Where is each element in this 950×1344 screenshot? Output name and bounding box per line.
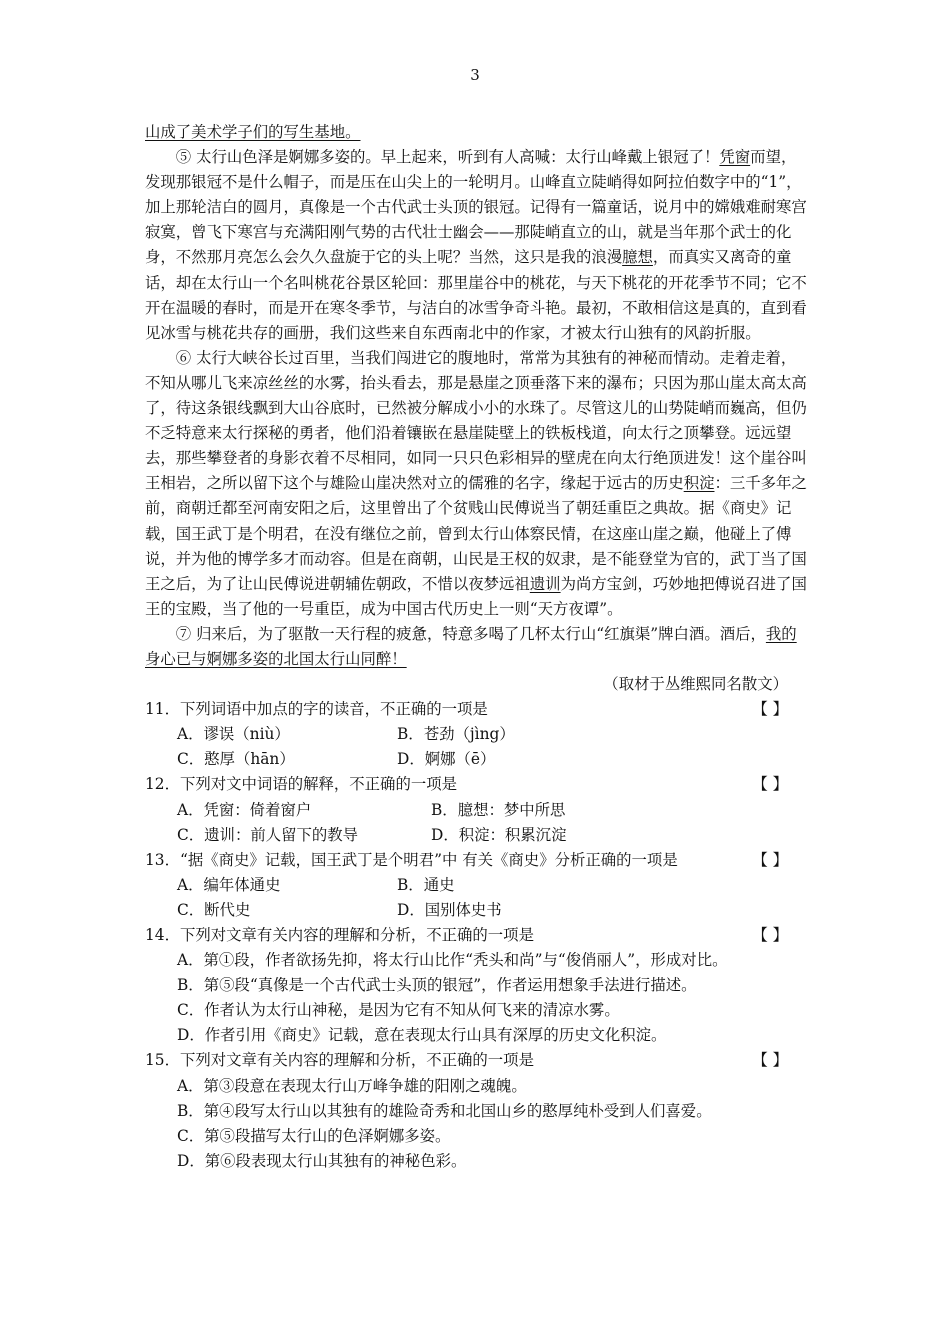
option-d: D．第⑥段表现太行山其独有的神秘色彩。 (177, 1151, 467, 1170)
option-b: B．第④段写太行山以其独有的雄险奇秀和北国山乡的憨厚纯朴受到人们喜爱。 (177, 1101, 712, 1120)
document-body (145, 120, 808, 1174)
p5-text-c: ，而真实又离奇的童话，却在太行山一个名叫桃花谷景区轮回：那里崖谷中的桃花，与天下桃花的开花季节不同；它不开在温暖的春时，而是开在寒冬季节，与洁白的冰雪争奇斗艳。最初，不敢相信这是真的，直到看见冰雪与桃花共存的画册，我们这些来自东西南北中的作家，才被太行山独有的风韵折服。 (145, 248, 807, 342)
answer-bracket: 【 】 (752, 850, 788, 869)
option-c: C．断代史 (177, 900, 251, 919)
p5-text-b: 而望，发现那银冠不是什么帽子，而是压在山尖上的一轮明月。山峰直立陡峭得如阿拉伯数字中的“1”，加上那轮洁白的圆月，真像是一个古代武士头顶的银冠。记得有一篇童话，说月中的嫦娥难耐寒宫寂寞，曾飞下寒宫与充满阳刚气势的古代壮士幽会——那陡峭直立的山，就是当年那个武士的化身，不然那月亮怎么会久久盘旋于它的头上呢？当然，这只是我的浪漫 (145, 148, 807, 267)
answer-bracket: 【 】 (752, 700, 788, 719)
option-a: A．第①段，作者欲扬先抑，将太行山比作“秃头和尚”与“俊俏丽人”，形成对比。 (177, 951, 728, 970)
option-c: C．作者认为太行山神秘，是因为它有不知从何飞来的清凉水雾。 (177, 1001, 620, 1020)
option-c: C．第⑤段描写太行山的色泽婀娜多姿。 (177, 1126, 451, 1145)
question-stem: 11．下列词语中加点的字的读音，不正确的一项是 (145, 700, 488, 719)
p7-text-a: ⑦ 归来后，为了驱散一天行程的疲惫，特意多喝了几杯太行山“红旗渠”牌白酒。酒后， (175, 624, 766, 643)
underlined-sentence-final: 我的身心已与婀娜多姿的北国太行山同醉！ (145, 624, 797, 668)
answer-bracket: 【 】 (752, 1051, 788, 1070)
p6-text-a: ⑥ 太行大峡谷长过百里，当我们闯进它的腹地时，常常为其独有的神秘而情动。走着走着，不知从哪儿飞来凉丝丝的水雾，抬头看去，那是悬崖之顶垂落下来的瀑布；只因为那山崖太高太高了，待这条银线飘到大山谷底时，已然被分解成小小的水珠了。尽管这儿的山势陡峭而巍高，但仍不乏特意来太行探秘的勇者，他们沿着镶嵌在悬崖陡壁上的铁板栈道，向太行之顶攀登。远远望去，那些攀登者的身影衣着不尽相同，如同一只只色彩相异的壁虎在向太行绝顶进发！这个崖谷叫王相岩，之所以留下这个与雄险山崖决然对立的儒雅的名字，缘起于远古的历史 (145, 348, 807, 493)
option-b: B．第⑤段“真像是一个古代武士头顶的银冠”，作者运用想象手法进行描述。 (177, 976, 697, 995)
options-row (145, 898, 808, 923)
paragraph-5 (145, 145, 808, 346)
underlined-word-pingchuang: 凭窗 (719, 148, 751, 167)
option-b: B．通史 (397, 875, 455, 894)
paragraph-4-tail (145, 120, 808, 145)
page-number: 3 (470, 66, 480, 84)
options-row (145, 873, 808, 898)
question-stem: 12．下列对文中词语的解释，不正确的一项是 (145, 775, 458, 794)
p5-text-a: ⑤ 太行山色泽是婀娜多姿的。早上起来，听到有人高喊：太行山峰戴上银冠了！ (175, 148, 720, 167)
question-15 (145, 1048, 808, 1073)
underlined-sentence: 山成了美术学子们的写生基地。 (145, 123, 361, 141)
option-b: B．臆想：梦中所思 (431, 800, 566, 819)
option-a: A．第③段意在表现太行山万峰争雄的阳刚之魂魄。 (177, 1076, 527, 1095)
source-note: （取材于丛维熙同名散文） (603, 675, 788, 694)
underlined-word-yixun: 遗训 (529, 574, 561, 593)
options-row (145, 747, 808, 772)
question-12 (145, 772, 808, 797)
options-row (145, 798, 808, 823)
option-c: C．遗训：前人留下的教导 (177, 825, 359, 844)
option-c: C．憨厚（hān） (177, 750, 295, 769)
question-stem: 15．下列对文章有关内容的理解和分析，不正确的一项是 (145, 1051, 534, 1070)
option-d: D．作者引用《商史》记载，意在表现太行山具有深厚的历史文化积淀。 (177, 1026, 667, 1045)
question-stem: 13．“据《商史》记载，国王武丁是个明君”中 有关《商史》分析正确的一项是 (145, 850, 678, 869)
option-b: B．苍劲（jìng） (397, 725, 515, 744)
option-d: D．积淀：积累沉淀 (431, 825, 567, 844)
question-13 (145, 848, 808, 873)
underlined-word-jidian: 积淀 (683, 474, 715, 493)
options-row (145, 823, 808, 848)
option-d: D．国别体史书 (397, 900, 502, 919)
p6-text-b: ：三千多年之前，商朝迁都至河南安阳之后，这里曾出了个贫贱山民傅说当了朝廷重臣之典故。据《商史》记载，国王武丁是个明君，在没有继位之前，曾到太行山体察民情，在这座山崖之巅，他碰上了傅说，并为他的博学多才而动容。但是在商朝，山民是王权的奴隶，是不能登堂为官的，武丁当了国王之后，为了让山民傅说进朝辅佐朝政，不惜以夜梦远祖 (145, 474, 807, 593)
option-a: A．凭窗：倚着窗户 (177, 800, 312, 819)
answer-bracket: 【 】 (752, 775, 788, 794)
answer-bracket: 【 】 (752, 926, 788, 944)
option-a: A．编年体通史 (177, 875, 281, 894)
question-14 (145, 923, 808, 948)
option-a: A．谬误（niù） (177, 725, 290, 744)
paragraph-7 (145, 622, 808, 672)
underlined-word-yixiang: 臆想 (622, 248, 653, 267)
question-11 (145, 697, 808, 722)
option-d: D．婀娜（ē） (397, 750, 496, 769)
options-row (145, 722, 808, 747)
paragraph-6 (145, 346, 808, 622)
question-stem: 14．下列对文章有关内容的理解和分析，不正确的一项是 (145, 926, 534, 944)
p6-text-c: 为尚方宝剑，巧妙地把傅说召进了国王的宝殿，当了他的一号重臣，成为中国古代历史上一则“天方夜谭”。 (145, 574, 807, 618)
